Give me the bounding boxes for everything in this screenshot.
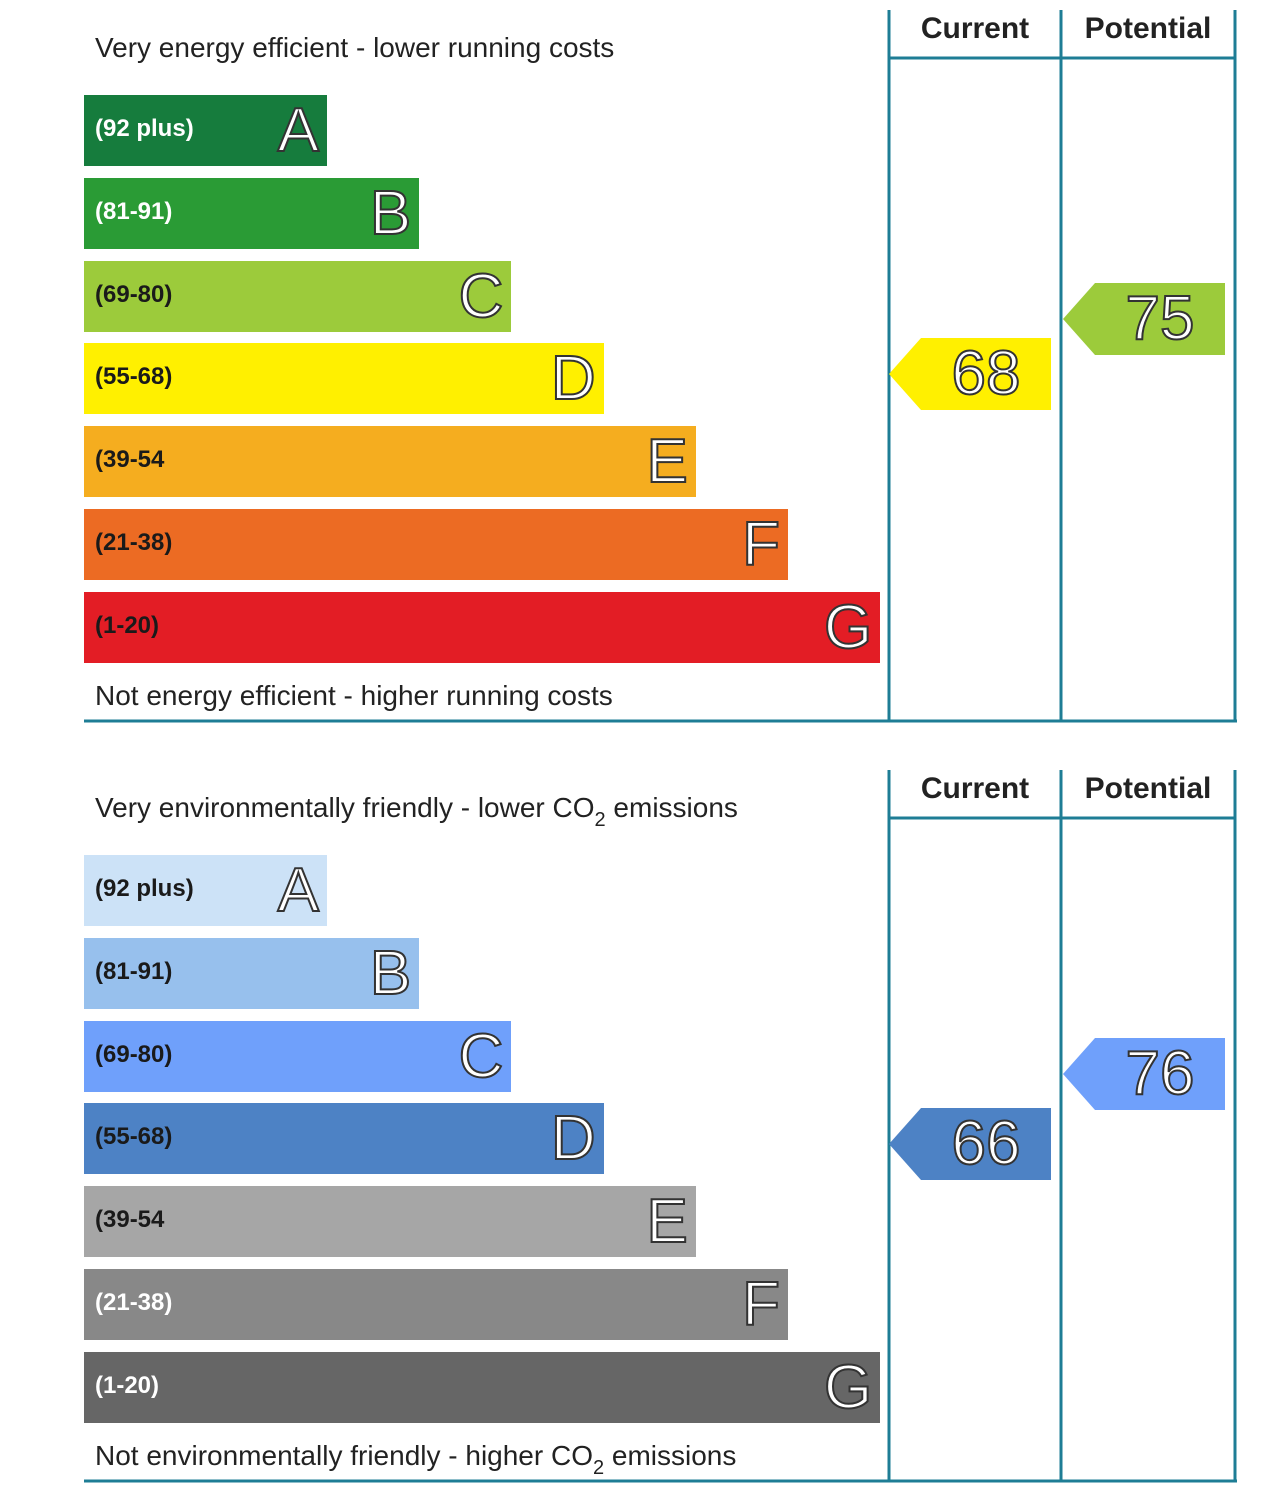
rating-band-d: [84, 1103, 604, 1174]
band-letter: C: [458, 261, 504, 331]
band-range-label: (21-38): [95, 529, 173, 556]
band-range-label: (69-80): [95, 1040, 173, 1068]
environmental-impact-chart: [0, 760, 1280, 1500]
band-range-label: (21-38): [95, 1289, 173, 1316]
top-caption: Very energy efficient - lower running costs: [95, 32, 615, 63]
band-letter: D: [550, 1104, 596, 1174]
column-header-current: Current: [920, 772, 1030, 805]
energy-efficiency-chart: [0, 0, 1280, 740]
rating-band-d: [84, 343, 604, 414]
current-rating-arrow: [889, 338, 1051, 410]
band-letter: F: [742, 510, 780, 579]
band-range-label: (92 plus): [95, 115, 194, 142]
bottom-caption: Not environmentally friendly - higher $CO_2$ emissions: [95, 1440, 737, 1479]
band-letter: A: [277, 856, 319, 925]
band-letter: B: [369, 178, 412, 248]
rating-band-f: [84, 509, 788, 580]
column-header-potential: Potential: [1084, 772, 1212, 805]
band-range-label: (92 plus): [95, 875, 194, 902]
band-letter: E: [646, 1187, 688, 1257]
current-rating-value: 68: [951, 339, 1021, 409]
band-range-label: (39-54: [95, 1206, 165, 1234]
band-letter: G: [823, 592, 873, 662]
rating-band-f: [84, 1269, 788, 1340]
rating-band-b: [84, 178, 419, 249]
column-header-current: Current: [920, 12, 1030, 45]
rating-band-a: [84, 855, 327, 926]
band-letter: F: [742, 1270, 780, 1339]
band-range-label: (81-91): [95, 957, 173, 985]
current-rating-arrow: [889, 1108, 1051, 1180]
band-range-label: (1-20): [95, 1371, 160, 1399]
potential-rating-arrow: [1063, 283, 1225, 355]
band-letter: G: [823, 1352, 873, 1422]
potential-rating-arrow: [1063, 1038, 1225, 1110]
rating-band-g: [84, 592, 880, 663]
band-letter: B: [369, 938, 412, 1008]
band-range-label: (1-20): [95, 611, 160, 639]
rating-band-c: [84, 261, 511, 332]
rating-band-a: [84, 95, 327, 166]
potential-rating-value: 76: [1125, 1038, 1195, 1108]
band-range-label: (81-91): [95, 197, 173, 225]
rating-band-b: [84, 938, 419, 1009]
top-caption: Very environmentally friendly - lower $CO_2$ emissions: [95, 792, 738, 831]
current-rating-value: 66: [951, 1108, 1021, 1178]
bottom-caption: Not energy efficient - higher running costs: [95, 680, 613, 711]
band-range-label: (55-68): [95, 1123, 173, 1151]
band-letter: D: [550, 344, 596, 414]
band-letter: C: [458, 1021, 504, 1091]
rating-band-e: [84, 426, 696, 497]
rating-band-g: [84, 1352, 880, 1423]
band-range-label: (69-80): [95, 280, 173, 308]
potential-rating-value: 75: [1125, 284, 1195, 354]
column-header-potential: Potential: [1084, 12, 1212, 45]
rating-band-c: [84, 1021, 511, 1092]
band-range-label: (55-68): [95, 363, 173, 391]
band-letter: E: [646, 427, 688, 497]
rating-band-e: [84, 1186, 696, 1257]
band-range-label: (39-54: [95, 446, 165, 474]
band-letter: A: [277, 96, 319, 165]
